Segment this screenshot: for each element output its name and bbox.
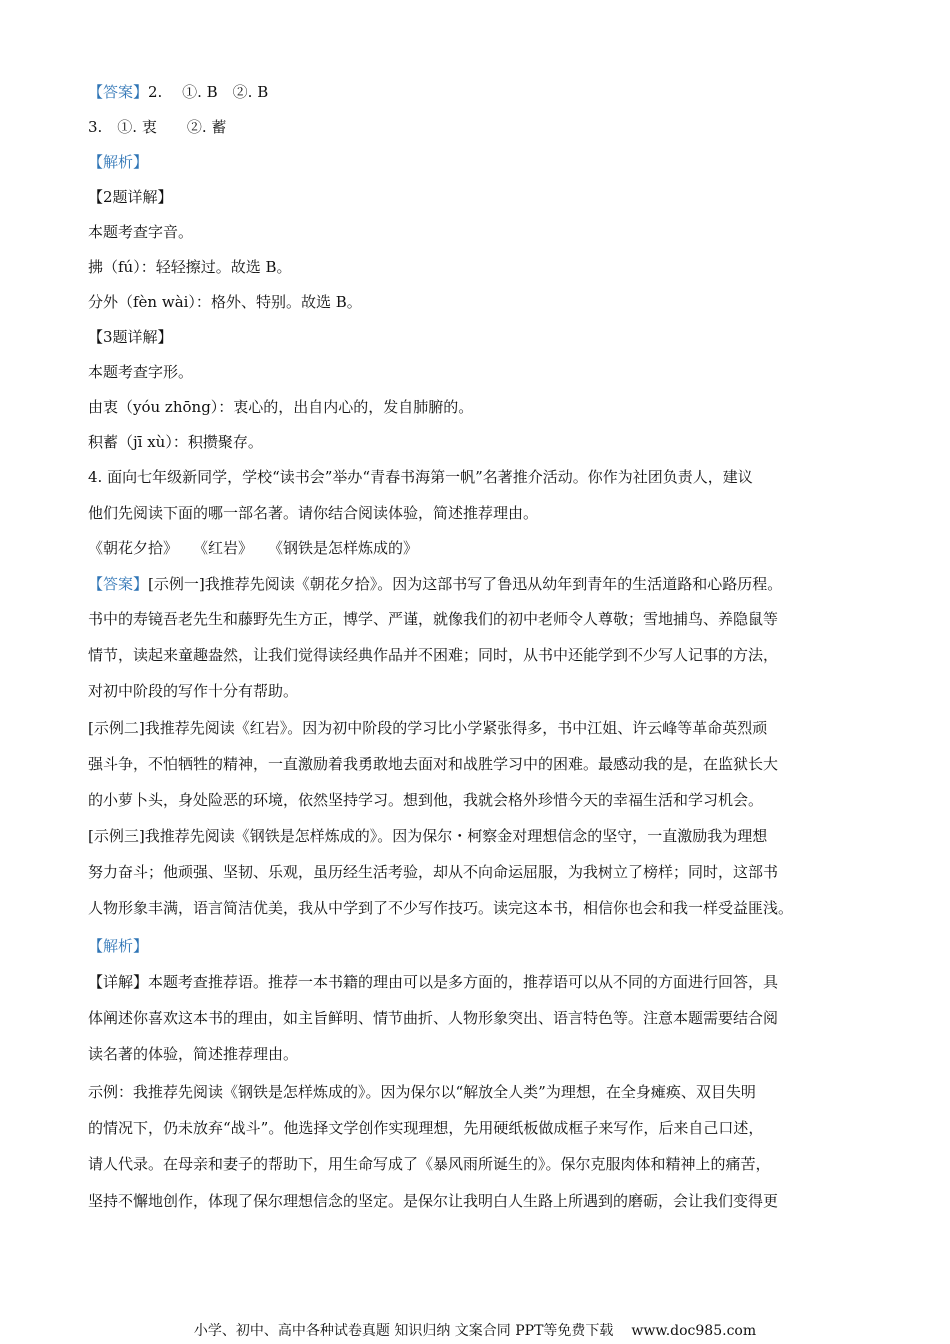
text-line	[88, 574, 782, 594]
footer-text: 小学、初中、高中各种试卷真题 知识归纳 文案合同 PPT等免费下载	[193, 1323, 614, 1339]
line-text: 强斗争，不怕牺牲的精神，一直激励着我勇敢地去面对和战胜学习中的困难。最感动我的是，在监狱长大	[88, 755, 779, 773]
text-line	[88, 467, 753, 487]
line-text: 对初中阶段的写作十分有帮助。	[88, 682, 299, 700]
line-text: 2. ①. B ②. B	[148, 83, 269, 101]
line-text: 本题考查字形。	[88, 363, 194, 381]
text-line	[88, 1154, 771, 1174]
line-text: 分外（fèn wài）：格外、特别。故选 B。	[88, 293, 362, 311]
text-line	[88, 1118, 763, 1138]
text-line	[88, 222, 193, 242]
line-text: 的小萝卜头，身处险恶的环境，依然坚持学习。想到他，我就会格外珍惜今天的幸福生活和学习机会。	[88, 791, 764, 809]
text-line	[88, 898, 793, 918]
line-text: 积蓄（jī xù）：积攒聚存。	[88, 433, 263, 451]
line-text: [示例一]我推荐先阅读《朝花夕拾》。因为这部书写了鲁迅从幼年到青年的生活道路和心路历程。	[148, 575, 783, 593]
line-text: 《朝花夕拾》 《红岩》 《钢铁是怎样炼成的》	[88, 539, 419, 557]
line-text: 【3题详解】	[88, 328, 173, 346]
line-text: 【详解】本题考查推荐语。推荐一本书籍的理由可以是多方面的，推荐语可以从不同的方面进行回答，具	[88, 973, 779, 991]
line-text: 的情况下，仍未放弃“战斗”。他选择文学创作实现理想，先用硬纸板做成框子来写作，后来自己口述，	[88, 1119, 764, 1137]
text-line	[88, 790, 763, 810]
page-footer	[0, 1322, 950, 1340]
text-line	[88, 1044, 298, 1064]
line-text: 4. 面向七年级新同学，学校“读书会”举办“青春书海第一帆”名著推介活动。你作为社团负责人，建议	[88, 468, 753, 486]
line-text: 请人代录。在母亲和妻子的帮助下，用生命写成了《暴风雨所诞生的》。保尔克服肉体和精神上的痛苦，	[88, 1155, 771, 1173]
text-line	[88, 117, 226, 137]
text-line	[88, 503, 538, 523]
section-label: 【解析】	[88, 153, 149, 171]
text-line	[88, 432, 263, 452]
line-text: 示例：我推荐先阅读《钢铁是怎样炼成的》。因为保尔以“解放全人类”为理想，在全身瘫痪、双目失明	[88, 1083, 756, 1101]
text-line	[88, 397, 473, 417]
line-text: 他们先阅读下面的哪一部名著。请你结合阅读体验，简述推荐理由。	[88, 504, 539, 522]
text-line	[88, 187, 173, 207]
text-line	[88, 1191, 778, 1211]
text-line	[88, 362, 193, 382]
text-line	[88, 754, 778, 774]
line-text: 人物形象丰满，语言简洁优美，我从中学到了不少写作技巧。读完这本书，相信你也会和我一样受益匪浅。	[88, 899, 794, 917]
text-line	[88, 609, 778, 629]
text-line	[88, 972, 778, 992]
line-text: 读名著的体验，简述推荐理由。	[88, 1045, 299, 1063]
line-text: 努力奋斗；他顽强、坚韧、乐观，虽历经生活考验，却从不向命运屈服，为我树立了榜样；同时，这部书	[88, 863, 779, 881]
line-text: [示例三]我推荐先阅读《钢铁是怎样炼成的》。因为保尔・柯察金对理想信念的坚守，一直激励我为理想	[88, 827, 768, 845]
footer-url[interactable]: www.doc985.com	[631, 1323, 757, 1339]
text-line	[88, 152, 148, 172]
line-text: 本题考查字音。	[88, 223, 194, 241]
line-text: 3. ①. 衷 ②. 蓄	[88, 118, 227, 136]
section-label: 【答案】	[88, 83, 149, 101]
section-label: 【答案】	[88, 575, 149, 593]
text-line	[88, 257, 292, 277]
line-text: 由衷（yóu zhōng）：衷心的，出自内心的，发自肺腑的。	[88, 398, 474, 416]
text-line	[88, 1008, 778, 1028]
line-text: 【2题详解】	[88, 188, 173, 206]
text-line	[88, 936, 148, 956]
text-line	[88, 645, 778, 665]
line-text: 体阐述你喜欢这本书的理由，如主旨鲜明、情节曲折、人物形象突出、语言特色等。注意本题需要结合阅	[88, 1009, 779, 1027]
text-line	[88, 538, 418, 558]
text-line	[88, 82, 268, 102]
line-text: [示例二]我推荐先阅读《红岩》。因为初中阶段的学习比小学紧张得多，书中江姐、许云峰等革命英烈顽	[88, 719, 768, 737]
text-line	[88, 826, 767, 846]
text-line	[88, 862, 778, 882]
text-line	[88, 681, 298, 701]
text-line	[88, 292, 362, 312]
line-text: 坚持不懈地创作，体现了保尔理想信念的坚定。是保尔让我明白人生路上所遇到的磨砺，会让我们变得更	[88, 1192, 779, 1210]
text-line	[88, 1082, 756, 1102]
line-text: 书中的寿镜吾老先生和藤野先生方正，博学、严谨，就像我们的初中老师令人尊敬；雪地捕鸟、养隐鼠等	[88, 610, 779, 628]
text-line	[88, 327, 173, 347]
text-line	[88, 718, 767, 738]
section-label: 【解析】	[88, 937, 149, 955]
line-text: 情节，读起来童趣盎然，让我们觉得读经典作品并不困难；同时，从书中还能学到不少写人记事的方法，	[88, 646, 779, 664]
line-text: 拂（fú）：轻轻擦过。故选 B。	[88, 258, 292, 276]
